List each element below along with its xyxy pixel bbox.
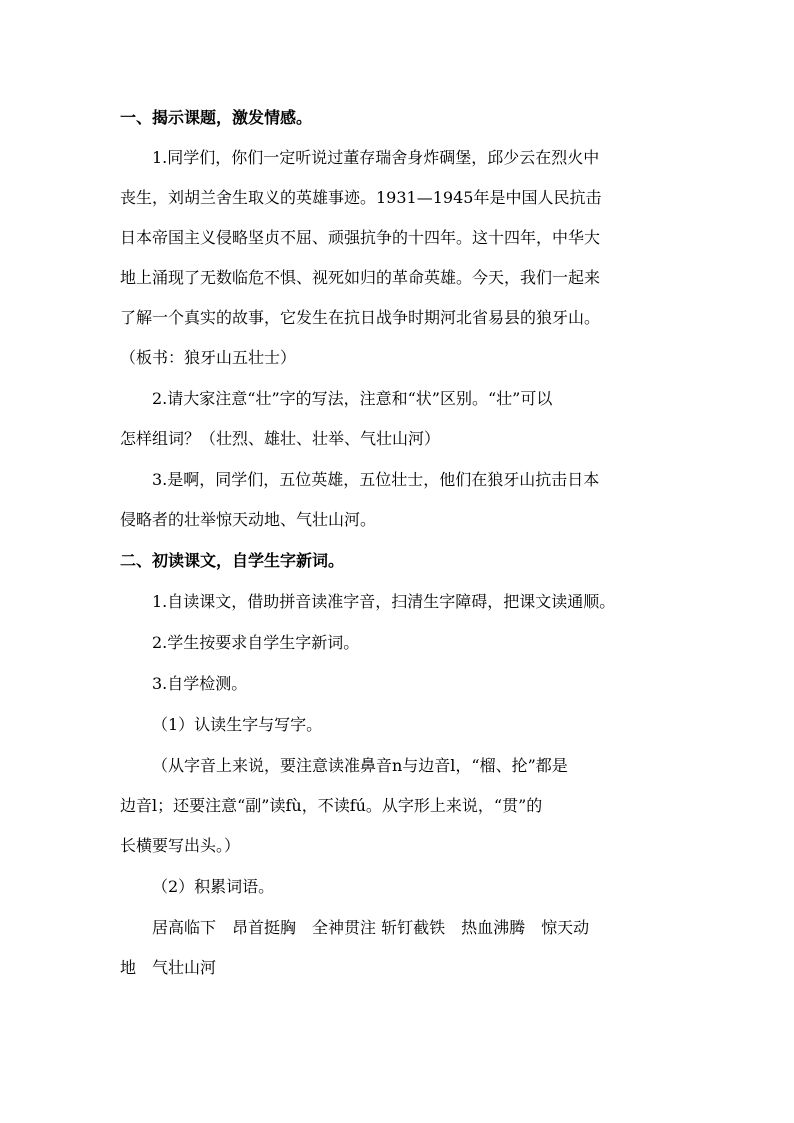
- word-list: [120, 918, 680, 978]
- paragraph-line: 了解一个真实的故事，它发生在抗日战争时期河北省易县的狼牙山。: [120, 308, 601, 327]
- paragraph-line: 地 气壮山河: [120, 958, 217, 977]
- paragraph-heroes: [120, 470, 680, 530]
- section-heading-1: 一、揭示课题，激发情感。: [120, 108, 313, 127]
- paragraph-line: （板书：狼牙山五壮士）: [120, 348, 297, 367]
- list-item: 3.自学检测。: [152, 674, 248, 693]
- paragraph-line: 2.请大家注意“壮”字的写法，注意和“状”区别。“壮”可以: [152, 389, 553, 408]
- paragraph-line: 怎样组词？（壮烈、雄壮、壮举、气壮山河）: [120, 429, 441, 448]
- list-item: 1.自读课文，借助拼音读准字音，扫清生字障碍，把课文读通顺。: [152, 592, 616, 611]
- paragraph-line: 地上涌现了无数临危不惧、视死如归的革命英雄。今天，我们一起来: [120, 268, 601, 287]
- paragraph-line: 3.是啊，同学们，五位英雄，五位壮士，他们在狼牙山抗击日本: [152, 470, 600, 489]
- paragraph-line: 侵略者的壮举惊天动地、气壮山河。: [120, 510, 377, 529]
- sub-item: （1）认读生字与写字。: [152, 715, 323, 734]
- paragraph-zhuang: [120, 389, 680, 449]
- paragraph-line: （从字音上来说，要注意读准鼻音n与边音l，“榴、抡”都是: [152, 756, 568, 775]
- section-heading-2: 二、初读课文，自学生字新词。: [120, 551, 345, 570]
- paragraph-line: 居高临下 昂首挺胸 全神贯注 斩钉截铁 热血沸腾 惊天动: [152, 918, 590, 937]
- paragraph-line: 长横要写出头。）: [120, 836, 241, 855]
- sub-item: （2）积累词语。: [152, 877, 275, 896]
- list-item: 2.学生按要求自学生字新词。: [152, 633, 360, 652]
- paragraph-line: 日本帝国主义侵略坚贞不屈、顽强抗争的十四年。这十四年，中华大: [120, 228, 601, 247]
- paragraph-line: 边音l；还要注意“副”读fù，不读fú。从字形上来说，“贯”的: [120, 796, 543, 815]
- document-page: [120, 108, 680, 978]
- paragraph-line: 丧生，刘胡兰舍生取义的英雄事迹。1931—1945年是中国人民抗击: [120, 188, 602, 207]
- paragraph-line: 1.同学们，你们一定听说过董存瑞舍身炸碉堡，邱少云在烈火中: [152, 148, 600, 167]
- pronunciation-note: [120, 756, 680, 856]
- paragraph-intro: [120, 148, 680, 368]
